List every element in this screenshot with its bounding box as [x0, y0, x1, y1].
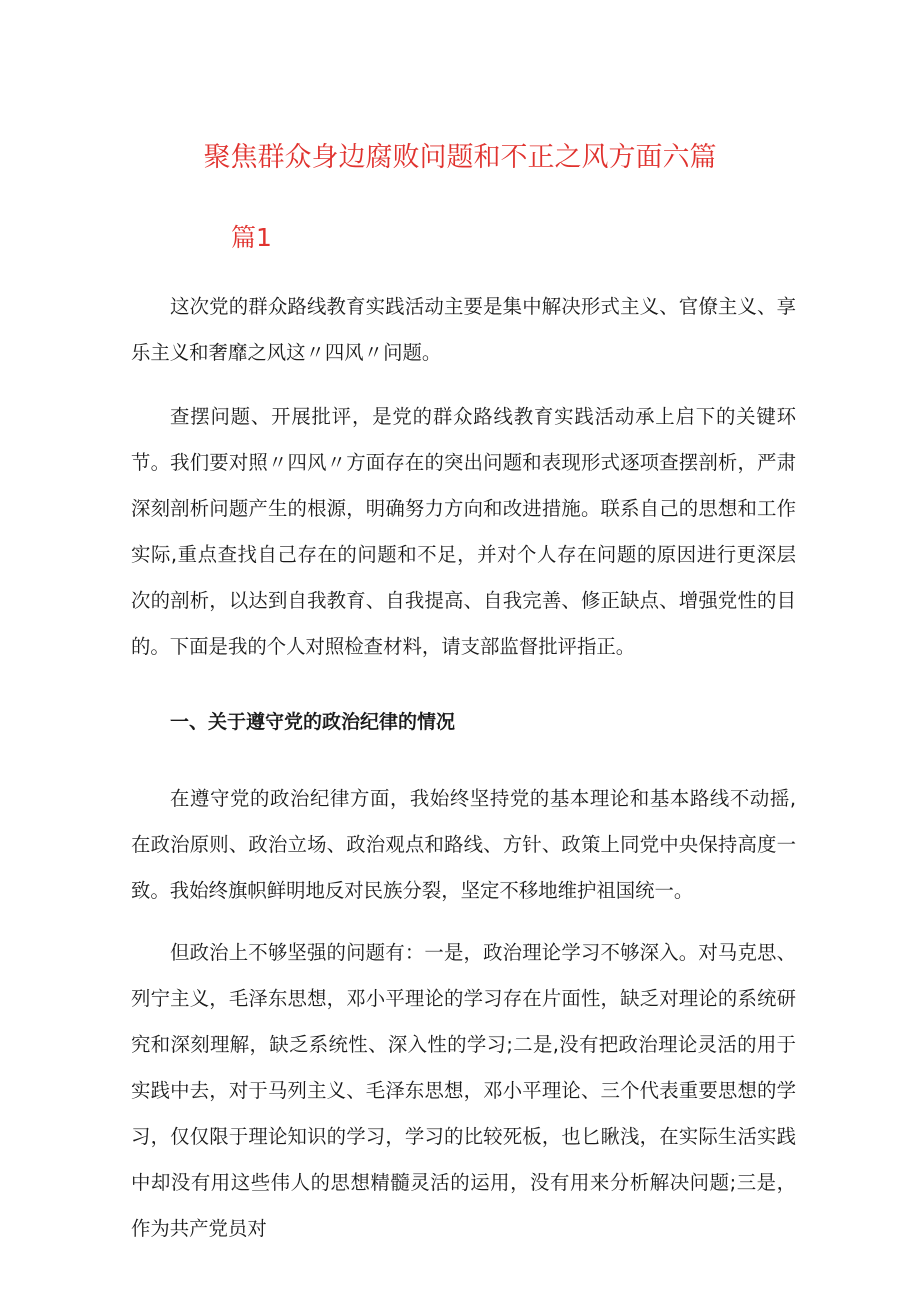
paragraph-problems: 但政治上不够坚强的问题有：一是，政治理论学习不够深入。对马克思、列宁主义，毛泽东思想，邓小平理论的学习存在片面性，缺乏对理论的系统研究和深刻理解，缺乏系统性、深入性的学习;二是,没有把政治理论灵活的用于实践中去，对于马列主义、毛泽东思想，邓小平理论、三个代表重要思想的学习，仅仅限于理论知识的学习，学习的比较死板，也匕瞅浅，在实际生活实践中却没有用这些伟人的思想精髓灵活的运用，没有用来分析解决问题;三是，作为共产党员对 [131, 941, 796, 1240]
paragraph-intro: 这次党的群众路线教育实践活动主要是集中解决形式主义、官僚主义、享乐主义和奢靡之风这〃四风〃问题。 [131, 295, 796, 364]
paragraph-self-review: 查摆问题、开展批评，是党的群众路线教育实践活动承上启下的关键环节。我们要对照〃四风〃方面存在的突出问题和表现形式逐项查摆剖析，严肃深刻剖析问题产生的根源，明确努力方向和改进措施。联系自己的思想和工作实际,重点查找自己存在的问题和不足，并对个人存在问题的原因进行更深层次的剖析，以达到自我教育、自我提高、自我完善、修正缺点、增强党性的目的。下面是我的个人对照检查材料，请支部监督批评指正。 [131, 405, 796, 658]
subsection-heading: 一、关于遵守党的政治纪律的情况 [170, 711, 456, 733]
paragraph-political-discipline: 在遵守党的政治纪律方面，我始终坚持党的基本理论和基本路线不动摇,在政治原则、政治立场、政治观点和路线、方针、政策上同党中央保持高度一致。我始终旗帜鲜明地反对民族分裂，坚定不移地维护祖国统一。 [131, 787, 796, 902]
section-heading: 篇1 [231, 223, 272, 252]
document-title: 聚焦群众身边腐败问题和不正之风方面六篇 [203, 142, 717, 173]
